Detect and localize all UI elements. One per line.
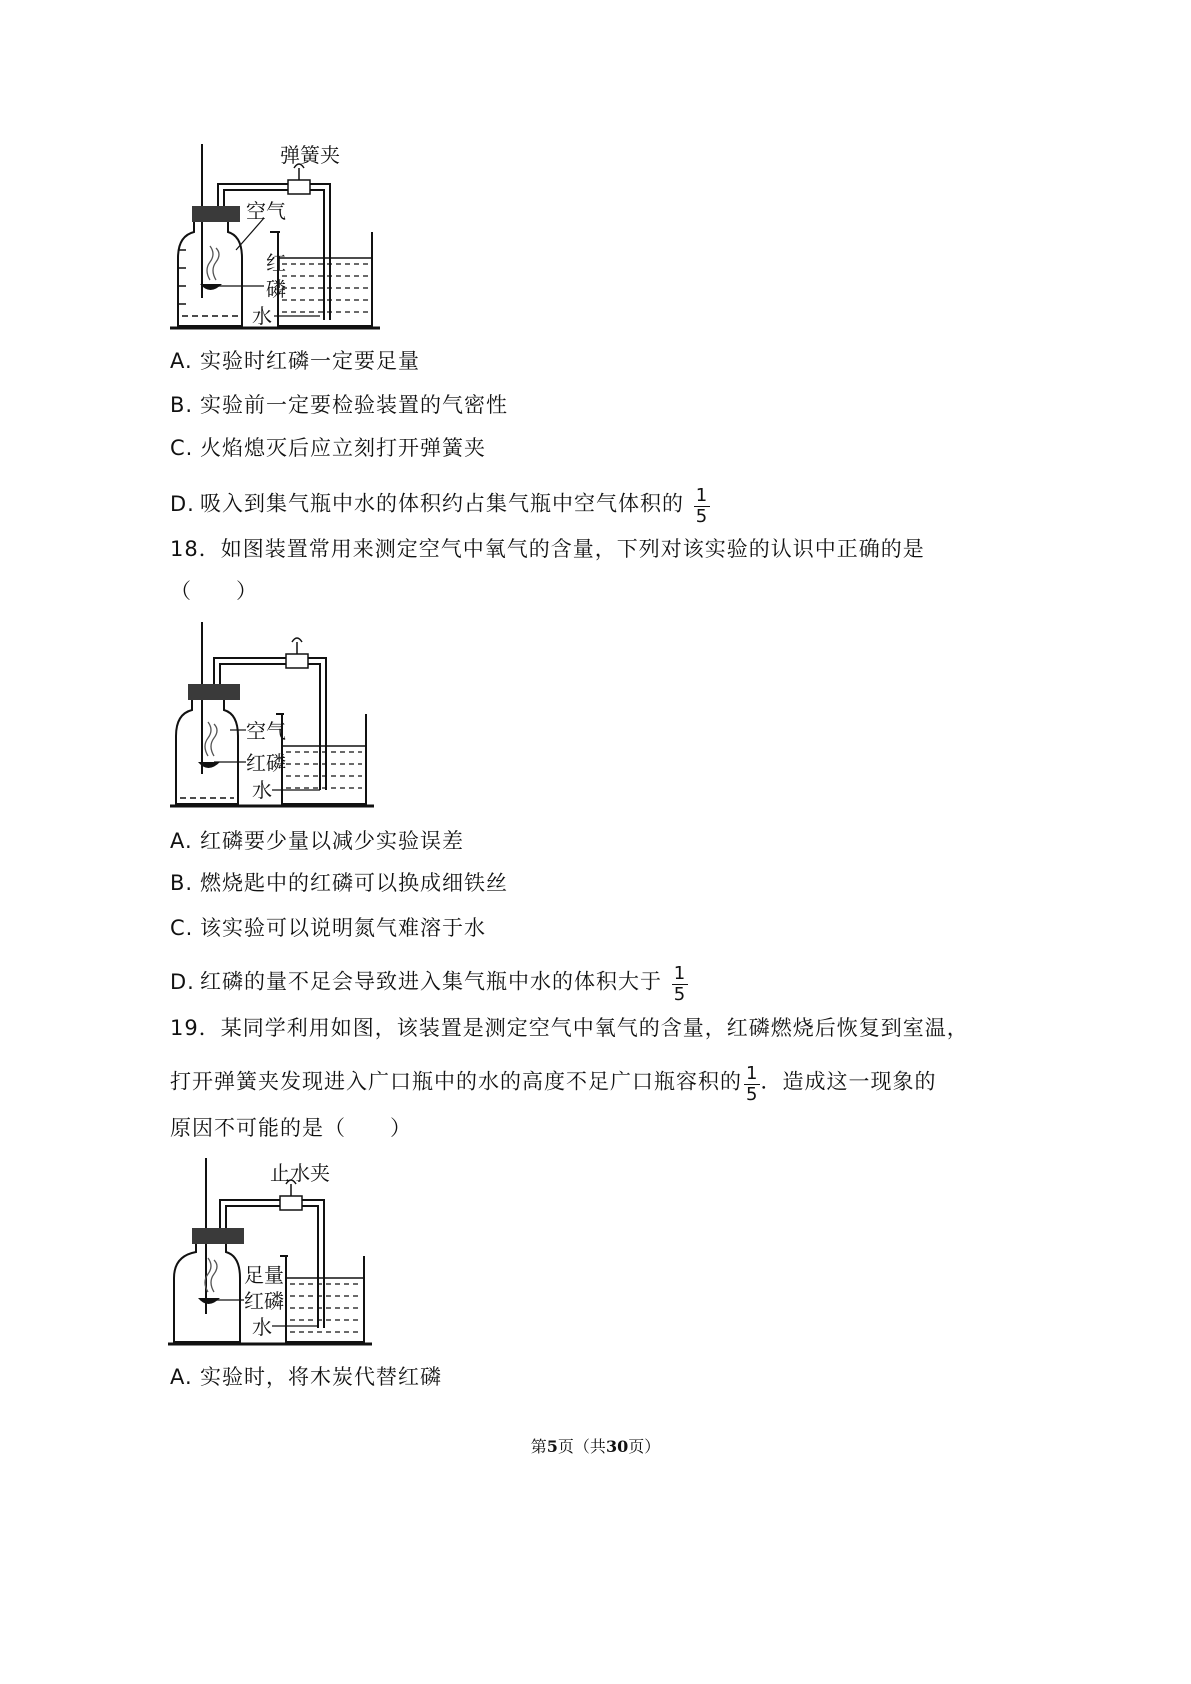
q18-stem-line1: 18．如图装置常用来测定空气中氧气的含量，下列对该实验的认识中正确的是 xyxy=(170,537,925,561)
q18-option-c: C. 该实验可以说明氮气难溶于水 xyxy=(170,916,486,940)
phosphorus-label-2: 磷 xyxy=(266,277,286,301)
page-footer: 第5页（共30页） xyxy=(530,1437,661,1456)
clip-label: 弹簧夹 xyxy=(280,143,340,167)
total-pages: 30 xyxy=(605,1437,629,1456)
clip-label: 止水夹 xyxy=(270,1161,330,1185)
q19-stem-line2: 打开弹簧夹发现进入广口瓶中的水的高度不足广口瓶容积的 $\frac{1}{5}$ ．造成这一现象的 xyxy=(170,1063,937,1105)
page-number: 5 xyxy=(546,1437,558,1456)
fraction-one-fifth: $\frac{1}{5}$ xyxy=(673,963,687,1005)
apparatus-figure-3 xyxy=(168,1154,388,1354)
q18-option-d: D. 红磷的量不足会导致进入集气瓶中水的体积大于 $\frac{1}{5}$ xyxy=(170,963,687,1005)
air-label: 空气 xyxy=(246,719,286,743)
q17-option-c: C. 火焰熄灭后应立刻打开弹簧夹 xyxy=(170,436,486,460)
fraction-one-fifth: $\frac{1}{5}$ xyxy=(695,485,709,527)
q19-stem-line3: 原因不可能的是（ ） xyxy=(170,1116,412,1140)
air-label: 空气 xyxy=(246,199,286,223)
amount-label: 足量 xyxy=(244,1263,284,1287)
water-label: 水 xyxy=(252,304,272,328)
phosphorus-label-1: 红 xyxy=(266,251,286,275)
water-label: 水 xyxy=(252,1315,272,1339)
q18-stem-line2: （ ） xyxy=(170,579,258,603)
q19-option-a: A. 实验时，将木炭代替红磷 xyxy=(170,1365,442,1389)
apparatus-figure-1 xyxy=(170,140,410,355)
apparatus-figure-2 xyxy=(170,618,390,813)
q18-option-a: A. 红磷要少量以减少实验误差 xyxy=(170,829,464,853)
water-label: 水 xyxy=(252,778,272,802)
q18-option-b: B. 燃烧匙中的红磷可以换成细铁丝 xyxy=(170,871,508,895)
phosphorus-label: 红磷 xyxy=(244,1289,284,1313)
q17-option-b: B. 实验前一定要检验装置的气密性 xyxy=(170,393,508,417)
q17-option-d: D. 吸入到集气瓶中水的体积约占集气瓶中空气体积的 $\frac{1}{5}$ xyxy=(170,485,709,527)
q19-stem-line1: 19．某同学利用如图，该装置是测定空气中氧气的含量，红磷燃烧后恢复到室温， xyxy=(170,1016,969,1040)
phosphorus-label: 红磷 xyxy=(246,751,286,775)
q17-option-a: A. 实验时红磷一定要足量 xyxy=(170,349,420,373)
fraction-one-fifth: $\frac{1}{5}$ xyxy=(746,1063,759,1105)
